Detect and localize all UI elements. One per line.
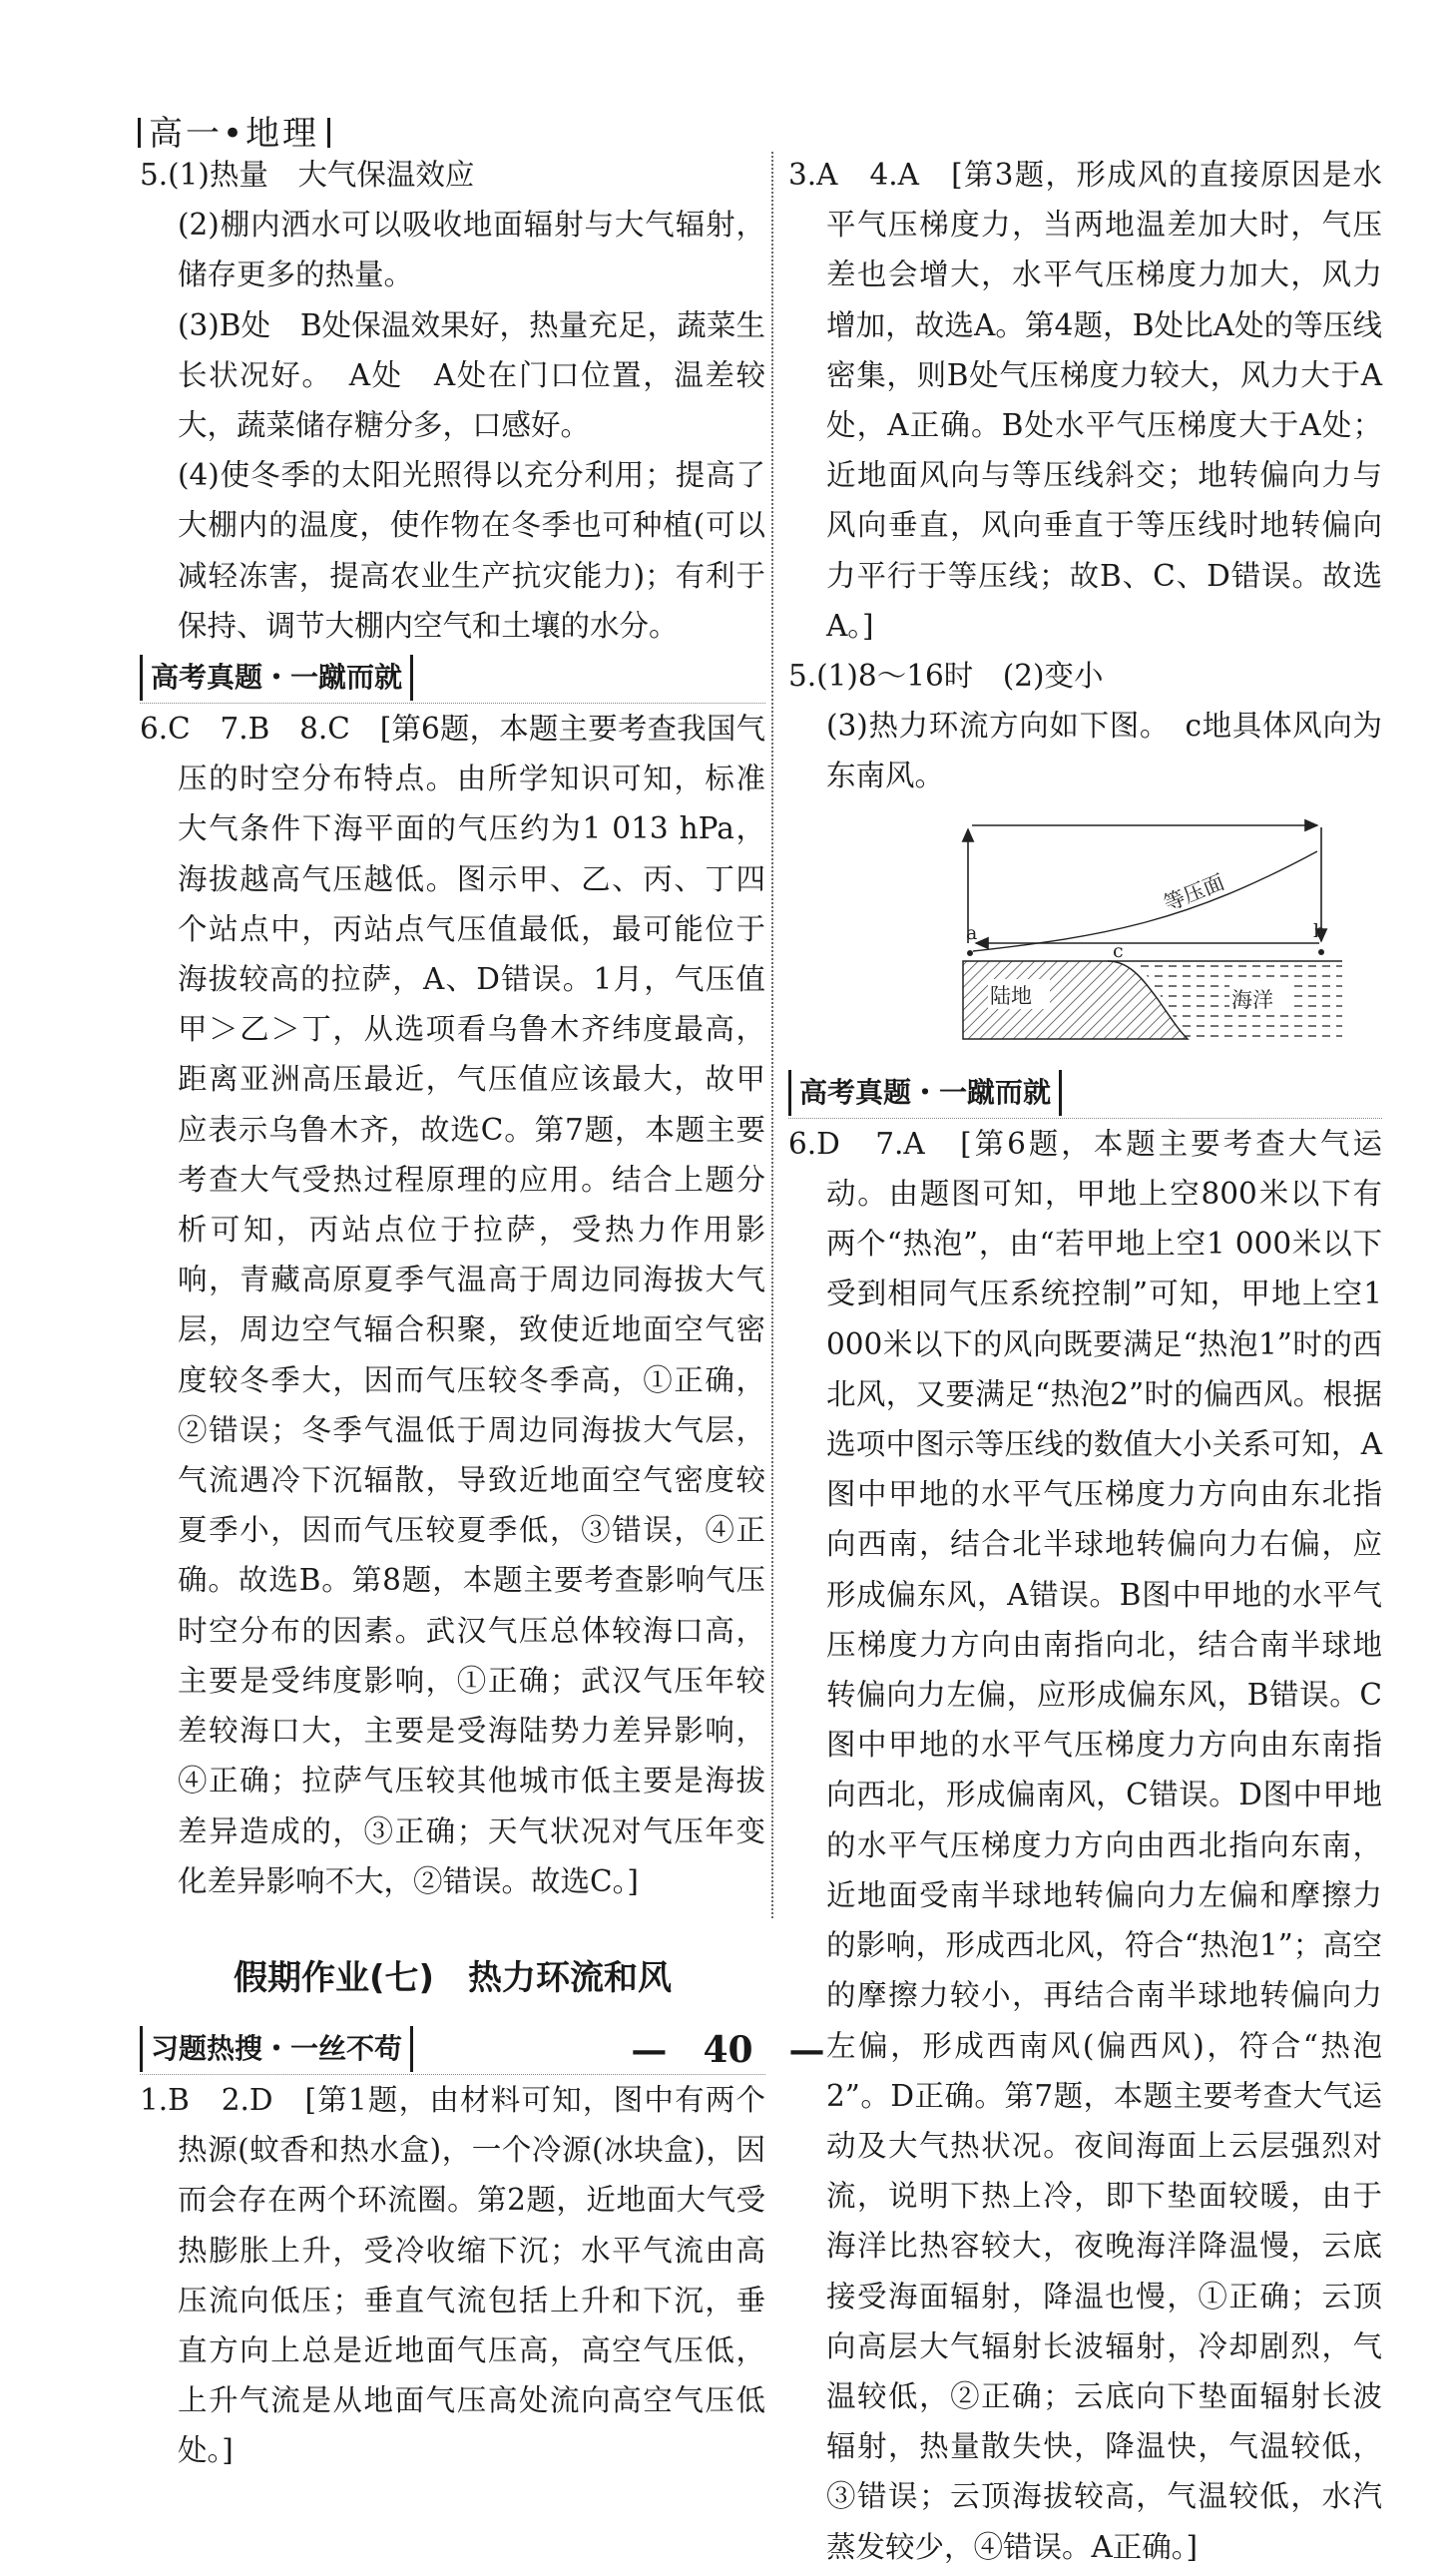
answer-6-7: 6.D 7.A [第6题，本题主要考查大气运动。由题图可知，甲地上空800米以下有两个“热泡”，由“若甲地上空1 000米以下受到相同气压系统控制”可知，甲地上空1 000米以下的风向既要满足“热泡1”时的西北风，又要满足“热泡2”时的偏西风。根据选项中图示等压线的数值大小关系可知，A图中甲地的水平气压梯度力方向由东北指向西南，结合北半球地转偏向力右偏，应形成偏东风，A错误。B图中甲地的水平气压梯度力方向由南指向北，结合南半球地转偏向力左偏，应形成偏东风，B错误。C图中甲地的水平气压梯度力方向由东南指向西北，形成偏南风，C错误。D图中甲地的水平气压梯度力方向由西北指向东南，近地面受南半球地转偏向力左偏和摩擦力的影响，形成西北风，符合“热泡1”；高空的摩擦力较小，再结合南半球地转偏向力左偏，形成西南风(偏西风)，符合“热泡2”。D正确。第7题，本题主要考查大气运动及大气热状况。夜间海面上云层强烈对流，说明下热上冷，即下垫面较暖，由于海洋比热容较大，夜晚海洋降温慢，云底接受海面辐射，降温也慢，①正确；云顶向高层大气辐射长波辐射，冷却剧烈，气温较低，②正确；云底向下垫面辐射长波辐射，热量散失快，降温快，气温较低，③错误；云顶海拔较高，气温较低，水汽蒸发较少，④错误。A正确。] — [788, 1126, 1382, 2564]
isobar-label: 等压面 — [1160, 869, 1228, 916]
point-a-label: a — [966, 921, 978, 944]
page-number-value: 40 — [703, 2029, 753, 2071]
header-dot: • — [223, 114, 246, 154]
column-divider — [771, 152, 773, 1918]
answer-5-part2: (2)棚内洒水可以吸收地面辐射与大气辐射，储存更多的热量。 — [178, 208, 765, 292]
page-number: — 40 — — [631, 2029, 825, 2071]
point-a-marker — [967, 950, 973, 956]
answer-5-part1: 5.(1)热量 大气保温效应 — [140, 158, 475, 192]
section-label-gaokao-right: 高考真题・一蹴而就 — [788, 1070, 1062, 1116]
left-column — [140, 150, 765, 2476]
answer-5-right-part3: (3)热力环流方向如下图。 c地具体风向为东南风。 — [826, 709, 1382, 793]
page-header — [130, 106, 338, 155]
isobar-curve — [973, 851, 1317, 951]
section-header-gaokao-right — [788, 1066, 1382, 1119]
answer-5-part4: (4)使冬季的太阳光照得以充分利用；提高了大棚内的温度，使作物在冬季也可种植(可以减轻冻害，提高农业生产抗灾能力)；有利于保持、调节大棚内空气和土壤的水分。 — [178, 458, 765, 643]
header-bar-left — [138, 118, 141, 148]
thermal-circulation-diagram — [958, 811, 1347, 1041]
section-label-gaokao: 高考真题・一蹴而就 — [140, 655, 413, 701]
point-c-label: c — [1113, 939, 1124, 962]
right-column — [788, 150, 1382, 2572]
point-b-marker — [1318, 949, 1324, 955]
section-label-practice: 习题热搜・一丝不苟 — [140, 2026, 413, 2072]
header-grade: 高一 — [149, 114, 223, 154]
answer-5-part3: (3)B处 B处保温效果好，热量充足，蔬菜生长状况好。 A处 A处在门口位置，温差较大，蔬菜储存糖分多，口感好。 — [178, 307, 765, 443]
answer-1-2: 1.B 2.D [第1题，由材料可知，图中有两个热源(蚊香和热水盒)，一个冷源(冰块盒)，因而会存在两个环流圈。第2题，近地面大气受热膨胀上升，受冷收缩下沉；水平气流由高压流向低压；垂直气流包括上升和下沉，垂直方向上总是近地面气压高，高空气压低，上升气流是从地面气压高处流向高空气压低处。] — [140, 2082, 765, 2468]
answer-5-right-part1: 5.(1)8～16时 (2)变小 — [788, 659, 1104, 694]
answer-3-4: 3.A 4.A [第3题，形成风的直接原因是水平气压梯度力，当两地温差加大时，气压差也会增大，水平气压梯度力加大，风力增加，故选A。第4题，B处比A处的等压线密集，则B处气压梯度力较大，风力大于A处，A正确。B处水平气压梯度大于A处；近地面风向与等压线斜交；地转偏向力与风向垂直，风向垂直于等压线时地转偏向力平行于等压线；故B、C、D错误。故选A。] — [788, 158, 1382, 643]
header-bar-right — [327, 118, 330, 148]
answer-6-8: 6.C 7.B 8.C [第6题，本题主要考查我国气压的时空分布特点。由所学知识可知，标准大气条件下海平面的气压约为1 013 hPa，海拔越高气压越低。图示甲、乙、丙、丁四个站点中，丙站点气压值最低，最可能位于海拔较高的拉萨，A、D错误。1月，气压值甲＞乙＞丁，从选项看乌鲁木齐纬度最高，距离亚洲高压最近，气压值应该最大，故甲应表示乌鲁木齐，故选C。第7题，本题主要考查大气受热过程原理的应用。结合上题分析可知，丙站点位于拉萨，受热力作用影响，青藏高原夏季气温高于周边同海拔大气层，周边空气辐合积聚，致使近地面空气密度较冬季大，因而气压较冬季高，①正确，②错误；冬季气温低于周边同海拔大气层，气流遇冷下沉辐散，导致近地面空气密度较夏季小，因而气压较夏季低，③错误，④正确。故选B。第8题，本题主要考查影响气压时空分布的因素。武汉气压总体较海口高，主要是受纬度影响，①正确；武汉气压年较差较海口大，主要是受海陆势力差异影响，④正确；拉萨气压较其他城市低主要是海拔差异造成的，③正确；天气状况对气压年变化差异影响不大，②错误。故选C。] — [140, 712, 765, 1898]
land-label: 陆地 — [990, 983, 1032, 1008]
point-b-label: b — [1313, 919, 1326, 942]
section-header-gaokao — [140, 651, 765, 704]
header-subject: 地理 — [245, 114, 320, 154]
ocean-label: 海洋 — [1231, 987, 1273, 1012]
assignment-title: 假期作业(七) 热力环流和风 — [233, 1957, 673, 1998]
